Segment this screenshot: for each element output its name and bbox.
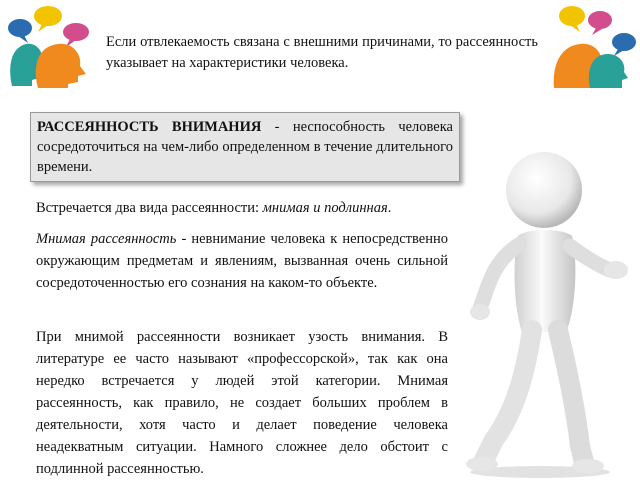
imaginary-text: - невнимание человека к непосредственно окружающим предметам и явлениям, вызванная очень сильной сосредоточенностью его сознания на каком-то объекте. [36,231,448,291]
imaginary-absentmindedness-paragraph [36,228,448,294]
talking-heads-icon [2,2,98,90]
narrow-attention-paragraph: При мнимой рассеянности возникает узость внимания. В литературе ее часто называют «профессорской», так как она нередко встречается у людей этой категории. Мнимая рассеянность, как правило, не создает больших проблем в деятельности, хотя часто и делает поведение человека неадекватным ситуации. Намного сложнее дело обстоит с подлинной рассеянностью. [36,329,448,477]
types-line [36,198,456,218]
definition-term: РАССЕЯННОСТЬ ВНИМАНИЯ [37,119,262,135]
thinking-figure-icon [460,150,640,480]
intro-text: Если отвлекаемость связана с внешними причинами, то рассеянность указывает на характеристики человека. [106,34,538,71]
imaginary-term: Мнимая рассеянность [36,231,177,247]
definition-box [30,112,460,182]
types-lead: Встречается два вида рассеянности: [36,200,263,216]
types-end: . [387,200,392,216]
talking-heads-icon [550,2,638,90]
types-kinds: мнимая и подлинная [262,200,388,216]
definition-text: - неспособность человека сосредоточиться на чем-либо определенном в течение длительного времени. [37,119,453,175]
